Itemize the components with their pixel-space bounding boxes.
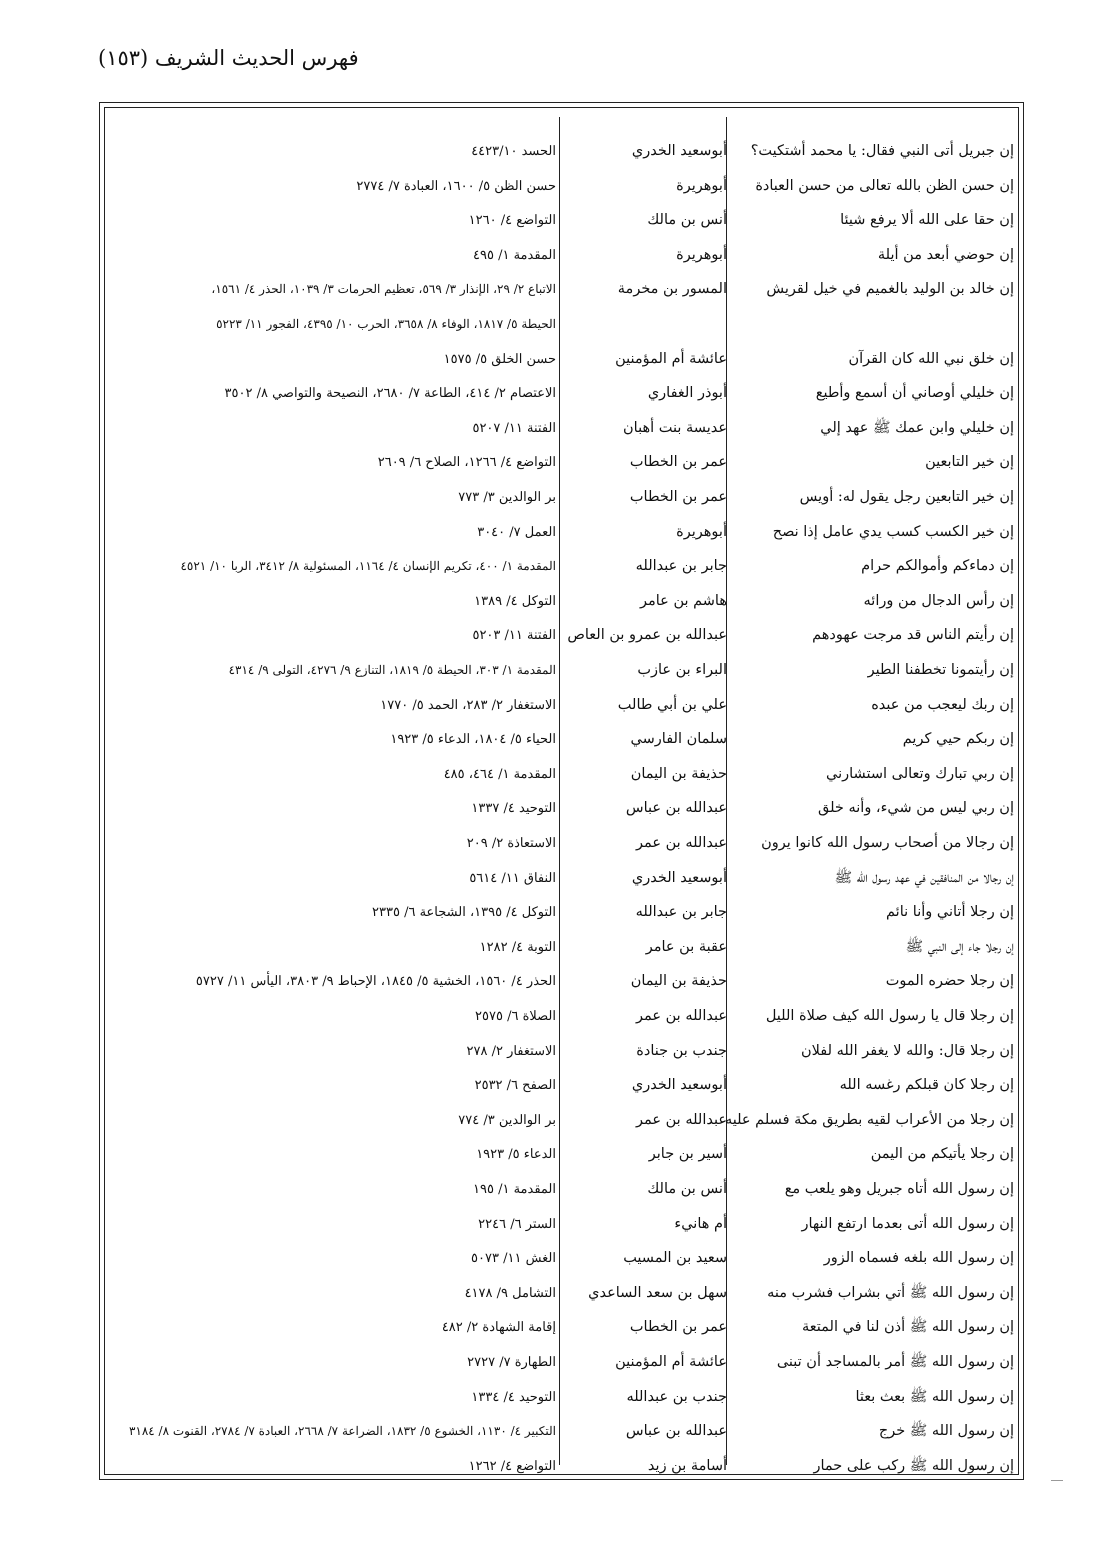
table-row [100, 586, 1025, 617]
topic-reference: الاستغفار ٢/ ٢٧٨ [466, 1043, 556, 1059]
table-row [100, 205, 1025, 236]
hadith-text: إن رجلا يأتيكم من اليمن [870, 1146, 1014, 1163]
topic-reference: الاستغفار ٢/ ٢٨٣، الحمد ٥/ ١٧٧٠ [380, 697, 556, 713]
table-row [100, 1347, 1025, 1378]
narrator-name: عائشة أم المؤمنين [615, 350, 727, 367]
table-row [100, 413, 1025, 444]
topic-reference: بر الوالدين ٣/ ٧٧٤ [458, 1112, 556, 1128]
topic-reference: المقدمة ١/ ٤٩٥ [472, 247, 556, 263]
narrator-name: جندب بن جنادة [636, 1042, 727, 1059]
narrator-name: حذيفة بن اليمان [630, 973, 727, 990]
topic-reference: التشامل ٩/ ٤١٧٨ [464, 1285, 556, 1301]
hadith-text: إن رجلا قال يا رسول الله كيف صلاة الليل [765, 1008, 1014, 1024]
topic-reference: الاتباع ٢/ ٢٩، الإنذار ٣/ ٥٦٩، تعظيم الحرمات ٣/ ١٠٣٩، الحذر ٤/ ١٥٦١، [211, 282, 556, 297]
page-header: فهرس الحديث الشريف (١٥٣) [98, 46, 359, 70]
hadith-text: إن حوضي أبعد من أيلة [877, 246, 1014, 263]
table-row [100, 171, 1025, 202]
narrator-name: عبدالله بن عباس [625, 800, 727, 817]
narrator-name: أسير بن جابر [648, 1146, 727, 1163]
hadith-text: إن رجلا قال: والله لا يغفر الله لفلان [800, 1042, 1014, 1059]
hadith-text: إن ربكم حيي كريم [902, 731, 1014, 748]
topic-reference: العمل ٧/ ٣٠٤٠ [477, 524, 556, 540]
hadith-text: إن رسول الله ﷺ خرج [878, 1423, 1014, 1440]
topic-reference: التكبير ٤/ ١١٣٠، الخشوع ٥/ ١٨٣٢، الضراعة ٧/ ٢٦٦٨، العبادة ٧/ ٢٧٨٤، القنوت ٨/ ٣١٨٤ [128, 1424, 556, 1439]
hadith-text [729, 309, 1014, 340]
table-row [100, 1243, 1025, 1274]
narrator-name: عديسة بنت أهبان [623, 419, 727, 436]
narrator-name: البراء بن عازب [637, 662, 727, 678]
table-row [100, 482, 1025, 513]
narrator-name: أنس بن مالك [647, 1181, 727, 1197]
table-row [100, 1278, 1025, 1309]
hadith-text: إن رسول الله ﷺ أذن لنا في المتعة [802, 1319, 1014, 1336]
hadith-text: إن رسول الله ﷺ ركب على حمار [813, 1457, 1014, 1474]
table-row [100, 1139, 1025, 1170]
topic-reference: حسن الخلق ٥/ ١٥٧٥ [443, 351, 556, 367]
narrator-name: أم هانيء [674, 1215, 727, 1232]
table-row [100, 1312, 1025, 1343]
hadith-text: إن خير التابعين رجل يقول له: أويس [799, 489, 1014, 505]
topic-reference: المقدمة ١/ ٤٠٠، تكريم الإنسان ٤/ ١١٦٤، المسئولية ٨/ ٣٤١٢، الربا ١٠/ ٤٥٢١ [180, 559, 556, 574]
table-row [100, 897, 1025, 928]
table-row [100, 1382, 1025, 1413]
hadith-text: إن ربي ليس من شيء، وأنه خلق [818, 800, 1014, 817]
table-row [100, 620, 1025, 651]
table-row [100, 136, 1025, 167]
hadith-text: إن دماءكم وأموالكم حرام [861, 558, 1014, 575]
hadith-text: إن خلق نبي الله كان القرآن [848, 350, 1014, 367]
topic-reference: الصلاة ٦/ ٢٥٧٥ [475, 1009, 556, 1024]
narrator-name: أبوذر الغفاري [647, 385, 727, 402]
table-row [100, 1070, 1025, 1101]
table-row [100, 724, 1025, 755]
narrator-name: المسور بن مخرمة [617, 281, 727, 298]
table-row [100, 1416, 1025, 1447]
topic-reference: التواضع ٤/ ١٢٦٦، الصلاح ٦/ ٢٦٠٩ [377, 455, 556, 471]
topic-reference: الفتنة ١١/ ٥٢٠٣ [472, 628, 556, 644]
table-row [100, 1036, 1025, 1067]
hadith-text: إن رجلا كان قبلكم رغسه الله [839, 1077, 1014, 1094]
topic-reference: الستر ٦/ ٢٢٤٦ [478, 1216, 556, 1232]
narrator-name: عائشة أم المؤمنين [615, 1354, 727, 1370]
page-mark [1051, 1480, 1063, 1481]
hadith-text: إن رأس الدجال من ورائه [863, 592, 1014, 609]
topic-reference: الحياء ٥/ ١٨٠٤، الدعاء ٥/ ١٩٢٣ [390, 732, 556, 748]
hadith-text: إن رجلا جاء إلى النبي ﷺ [905, 938, 1014, 955]
narrator-name: عمر بن الخطاب [629, 1319, 727, 1336]
hadith-text: إن رسول الله بلغه فسماه الزور [823, 1250, 1014, 1267]
hadith-text: إن خالد بن الوليد بالغميم في خيل لقريش [766, 281, 1014, 298]
hadith-text: إن رسول الله ﷺ أتي بشراب فشرب منه [767, 1284, 1014, 1301]
table-row [100, 1001, 1025, 1032]
topic-reference: التوبة ٤/ ١٢٨٢ [479, 939, 556, 955]
table-row [100, 274, 1025, 305]
topic-reference: التوحيد ٤/ ١٣٣٧ [471, 801, 556, 817]
hadith-text: إن رجالا من أصحاب رسول الله كانوا يرون [761, 835, 1014, 851]
narrator-name: أبوسعيد الخدري [631, 143, 727, 159]
hadith-text: إن حسن الظن بالله تعالى من حسن العبادة [755, 177, 1014, 194]
hadith-text: إن خليلي أوصاني أن أسمع وأطيع [815, 385, 1014, 402]
topic-reference: حسن الظن ٥/ ١٦٠٠، العبادة ٧/ ٢٧٧٤ [356, 178, 556, 194]
hadith-text: إن خليلي وابن عمك ﷺ عهد إلي [820, 419, 1014, 436]
narrator-name: عمر بن الخطاب [629, 454, 727, 471]
topic-reference: التوكل ٤/ ١٣٩٥، الشجاعة ٦/ ٢٣٣٥ [372, 905, 556, 921]
topic-reference: الدعاء ٥/ ١٩٢٣ [476, 1147, 556, 1163]
narrator-name: أسامة بن زيد [647, 1457, 727, 1474]
hadith-text: إن ربي تبارك وتعالى استشارني [825, 765, 1014, 782]
table-row [100, 240, 1025, 271]
hadith-text: إن جبريل أتى النبي فقال: يا محمد أشتكيت؟ [750, 143, 1014, 159]
narrator-name: أبوسعيد الخدري [631, 1077, 727, 1094]
narrator-name: جابر بن عبدالله [635, 558, 727, 575]
table-row [100, 344, 1025, 375]
narrator-name: أبوهريرة [676, 177, 727, 194]
hadith-text: إن رجلا من الأعراب لقيه بطريق مكة فسلم عليه [724, 1111, 1014, 1128]
topic-reference: التوحيد ٤/ ١٣٣٤ [471, 1389, 556, 1405]
table-row [100, 759, 1025, 790]
table-row [100, 1209, 1025, 1240]
topic-reference: بر الوالدين ٣/ ٧٧٣ [458, 490, 556, 505]
hadith-text: إن رجلا حضره الموت [885, 973, 1014, 990]
table-row [100, 378, 1025, 409]
narrator-name: سهل بن سعد الساعدي [588, 1284, 727, 1301]
topic-reference: التواضع ٤/ ١٢٦٠ [468, 213, 556, 229]
hadith-text: إن حقا على الله ألا يرفع شيئا [840, 212, 1014, 229]
table-row [100, 1105, 1025, 1136]
table-row [100, 863, 1025, 894]
narrator-name: عمر بن الخطاب [629, 489, 727, 505]
narrator-name: أبوسعيد الخدري [631, 869, 727, 886]
topic-reference: الاستعاذة ٢/ ٢٠٩ [466, 836, 556, 851]
hadith-text: إن رأيتمونا تخطفنا الطير [867, 662, 1014, 678]
topic-reference: المقدمة ١/ ٣٠٣، الحيطة ٥/ ١٨١٩، التنازع ٩/ ٤٢٧٦، التولى ٩/ ٤٣١٤ [228, 663, 556, 677]
narrator-name: عبدالله بن عمر [636, 1008, 727, 1024]
narrator-name: عبدالله بن عمر [636, 835, 727, 851]
topic-reference: المقدمة ١/ ١٩٥ [472, 1182, 556, 1197]
topic-reference: التوكل ٤/ ١٣٨٩ [474, 593, 556, 609]
hadith-text: إن رسول الله أتاه جبريل وهو يلعب مع [784, 1181, 1014, 1197]
index-table [99, 102, 1024, 1480]
table-row [100, 1174, 1025, 1205]
table-row [100, 966, 1025, 997]
narrator-name: أبوهريرة [676, 246, 727, 263]
topic-reference: الاعتصام ٢/ ٤١٤، الطاعة ٧/ ٢٦٨٠، النصيحة والتواصي ٨/ ٣٥٠٢ [224, 386, 556, 402]
table-row [100, 309, 1025, 340]
hadith-text: إن رجالا من المنافقين في عهد رسول الله ﷺ [834, 869, 1014, 886]
narrator-name: سلمان الفارسي [630, 731, 727, 748]
hadith-text: إن رسول الله ﷺ بعث بعثا [855, 1388, 1014, 1405]
narrator-name: عبدالله بن عمر [636, 1111, 727, 1128]
hadith-text: إن خير التابعين [925, 454, 1014, 471]
hadith-text: إن خير الكسب كسب يدي عامل إذا نصح [772, 523, 1014, 540]
table-row [100, 551, 1025, 582]
topic-reference: الفتنة ١١/ ٥٢٠٧ [472, 420, 556, 436]
table-row [100, 1451, 1025, 1482]
table-row [100, 828, 1025, 859]
topic-reference: الحذر ٤/ ١٥٦٠، الخشية ٥/ ١٨٤٥، الإحباط ٩/ ٣٨٠٣، اليأس ١١/ ٥٧٢٧ [195, 974, 556, 990]
narrator-name: عبدالله بن عباس [625, 1423, 727, 1440]
table-rows [100, 103, 1025, 1481]
hadith-text: إن رجلا أتاني وأنا نائم [886, 904, 1014, 921]
narrator-name: أنس بن مالك [647, 212, 727, 229]
table-row [100, 690, 1025, 721]
narrator-name: عبدالله بن عمرو بن العاص [567, 627, 727, 644]
table-row [100, 655, 1025, 686]
narrator-name [567, 309, 727, 340]
hadith-text: إن رسول الله أتى بعدما ارتفع النهار [801, 1215, 1014, 1232]
narrator-name: علي بن أبي طالب [617, 696, 727, 713]
narrator-name: هاشم بن عامر [640, 592, 727, 609]
table-row [100, 447, 1025, 478]
hadith-text: إن رأيتم الناس قد مرجت عهودهم [812, 627, 1014, 644]
narrator-name: جندب بن عبدالله [626, 1388, 727, 1405]
topic-reference: الصفح ٦/ ٢٥٣٢ [474, 1078, 556, 1094]
table-row [100, 932, 1025, 963]
narrator-name: جابر بن عبدالله [635, 904, 727, 921]
narrator-name: حذيفة بن اليمان [630, 765, 727, 782]
topic-reference: الحيطة ٥/ ١٨١٧، الوفاء ٨/ ٣٦٥٨، الحرب ١٠/ ٤٣٩٥، الفجور ١١/ ٥٢٢٣ [216, 317, 556, 331]
topic-reference: التواضع ٤/ ١٢٦٢ [468, 1458, 556, 1474]
narrator-name: أبوهريرة [676, 523, 727, 540]
narrator-name: عقبة بن عامر [645, 938, 727, 955]
hadith-text: إن رسول الله ﷺ أمر بالمساجد أن تبنى [776, 1354, 1014, 1370]
topic-reference: المقدمة ١/ ٤٦٤، ٤٨٥ [443, 766, 556, 782]
topic-reference: إقامة الشهادة ٢/ ٤٨٢ [441, 1320, 556, 1336]
topic-reference: الطهارة ٧/ ٢٧٢٧ [467, 1355, 556, 1370]
topic-reference: الغش ١١/ ٥٠٧٣ [471, 1251, 556, 1267]
hadith-text: إن ربك ليعجب من عبده [871, 696, 1014, 713]
topic-reference: النفاق ١١/ ٥٦١٤ [469, 870, 556, 886]
narrator-name: سعيد بن المسيب [623, 1250, 727, 1267]
topic-reference: الحسد ٤٤٢٣/١٠ [471, 144, 556, 159]
table-row [100, 517, 1025, 548]
table-row [100, 793, 1025, 824]
